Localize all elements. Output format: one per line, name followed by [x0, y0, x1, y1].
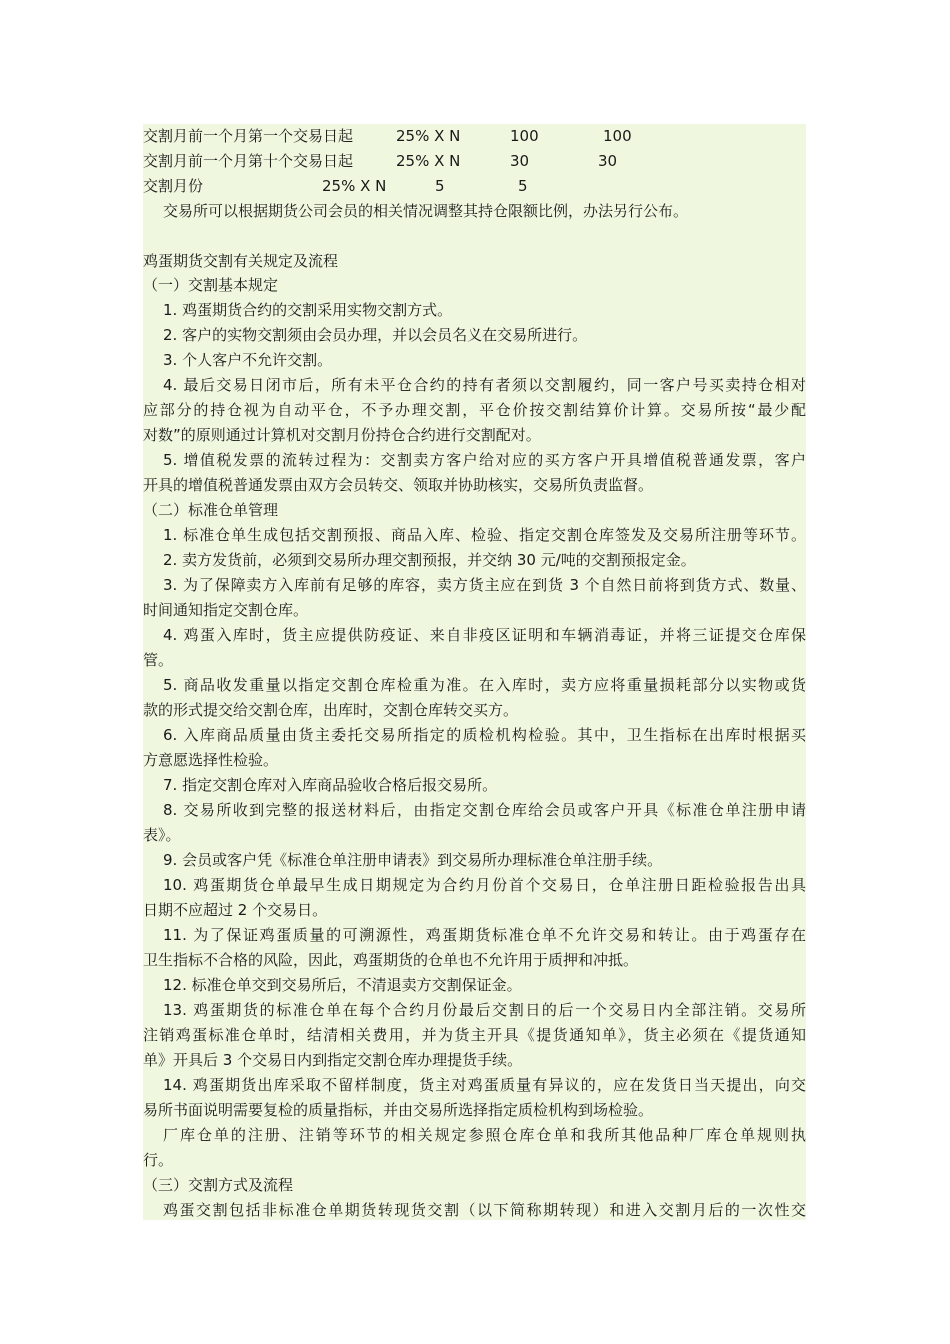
- row-value: 30: [598, 152, 618, 170]
- row-value: 100: [603, 127, 632, 145]
- section-heading: 鸡蛋期货交割有关规定及流程: [143, 252, 339, 270]
- row-value: 100: [510, 127, 539, 145]
- paragraph-continuation: 行。: [143, 1151, 174, 1169]
- list-item: 3. 个人客户不允许交割。: [163, 351, 333, 369]
- list-item: 1. 鸡蛋期货合约的交割采用实物交割方式。: [163, 301, 453, 319]
- list-item: 2. 卖方发货前，必须到交易所办理交割预报，并交纳 30 元/吨的交割预报定金。: [163, 551, 696, 569]
- list-item-continuation: 卫生指标不合格的风险，因此，鸡蛋期货的仓单也不允许用于质押和冲抵。: [143, 951, 639, 969]
- list-item: 1. 标准仓单生成包括交割预报、商品入库、检验、指定交割仓库签发及交易所注册等环节。: [163, 526, 806, 544]
- list-item-continuation: 日期不应超过 2 个交易日。: [143, 901, 328, 919]
- row-label: 交割月前一个月第一个交易日起: [143, 127, 354, 145]
- list-item-continuation: 款的形式提交给交割仓库，出库时，交割仓库转交买方。: [143, 701, 519, 719]
- list-item: 5. 增值税发票的流转过程为：交割卖方客户给对应的买方客户开具增值税普通发票，客户: [163, 451, 806, 469]
- document-content: [143, 124, 806, 1220]
- section-title: （一）交割基本规定: [143, 276, 279, 294]
- list-item-continuation: 注销鸡蛋标准仓单时，结清相关费用，并为货主开具《提货通知单》，货主必须在《提货通知: [143, 1026, 806, 1044]
- list-item-continuation: 表》。: [143, 826, 181, 844]
- row-value: 5: [518, 177, 528, 195]
- list-item: 2. 客户的实物交割须由会员办理，并以会员名义在交易所进行。: [163, 326, 588, 344]
- list-item: 6. 入库商品质量由货主委托交易所指定的质检机构检验。其中，卫生指标在出库时根据买: [163, 726, 806, 744]
- list-item-continuation: 管。: [143, 651, 174, 669]
- paragraph: 厂库仓单的注册、注销等环节的相关规定参照仓库仓单和我所其他品种厂库仓单规则执: [163, 1126, 806, 1144]
- list-item-continuation: 应部分的持仓视为自动平仓，不予办理交割，平仓价按交割结算价计算。交易所按“最少配: [143, 401, 806, 419]
- list-item: 9. 会员或客户凭《标准仓单注册申请表》到交易所办理标准仓单注册手续。: [163, 851, 663, 869]
- list-item: 7. 指定交割仓库对入库商品验收合格后报交易所。: [163, 776, 498, 794]
- list-item: 8. 交易所收到完整的报送材料后，由指定交割仓库给会员或客户开具《标准仓单注册申请: [163, 801, 806, 819]
- section-title: （二）标准仓单管理: [143, 501, 279, 519]
- list-item-continuation: 对数”的原则通过计算机对交割月份持仓合约进行交割配对。: [143, 426, 541, 444]
- list-item: 4. 鸡蛋入库时，货主应提供防疫证、来自非疫区证明和车辆消毒证，并将三证提交仓库保: [163, 626, 806, 644]
- list-item: 4. 最后交易日闭市后，所有未平仓合约的持有者须以交割履约，同一客户号买卖持仓相对: [163, 376, 806, 394]
- paragraph: 鸡蛋交割包括非标准仓单期货转现货交割（以下简称期转现）和进入交割月后的一次性交: [163, 1201, 806, 1219]
- row-value: 5: [435, 177, 445, 195]
- row-ratio: 25% X N: [396, 127, 461, 145]
- list-item-continuation: 方意愿选择性检验。: [143, 751, 279, 769]
- list-item: 12. 标准仓单交到交易所后，不清退卖方交割保证金。: [163, 976, 522, 994]
- row-ratio: 25% X N: [322, 177, 387, 195]
- row-value: 30: [510, 152, 530, 170]
- list-item-continuation: 易所书面说明需要复检的质量指标，并由交易所选择指定质检机构到场检验。: [143, 1101, 654, 1119]
- list-item-continuation: 单》开具后 3 个交易日内到指定交割仓库办理提货手续。: [143, 1051, 523, 1069]
- list-item: 14. 鸡蛋期货出库采取不留样制度，货主对鸡蛋质量有异议的，应在发货日当天提出，向交: [163, 1076, 806, 1094]
- note-paragraph: 交易所可以根据期货公司会员的相关情况调整其持仓限额比例，办法另行公布。: [163, 202, 689, 220]
- list-item: 13. 鸡蛋期货的标准仓单在每个合约月份最后交割日的后一个交易日内全部注销。交易所: [163, 1001, 806, 1019]
- row-label: 交割月份: [143, 177, 204, 195]
- section-title: （三）交割方式及流程: [143, 1176, 294, 1194]
- row-label: 交割月前一个月第十个交易日起: [143, 152, 354, 170]
- list-item: 5. 商品收发重量以指定交割仓库检重为准。在入库时，卖方应将重量损耗部分以实物或货: [163, 676, 806, 694]
- list-item: 11. 为了保证鸡蛋质量的可溯源性，鸡蛋期货标准仓单不允许交易和转让。由于鸡蛋存在: [163, 926, 806, 944]
- list-item: 3. 为了保障卖方入库前有足够的库容，卖方货主应在到货 3 个自然日前将到货方式、数量、: [163, 576, 806, 594]
- list-item-continuation: 开具的增值税普通发票由双方会员转交、领取并协助核实，交易所负责监督。: [143, 476, 654, 494]
- row-ratio: 25% X N: [396, 152, 461, 170]
- list-item-continuation: 时间通知指定交割仓库。: [143, 601, 309, 619]
- list-item: 10. 鸡蛋期货仓单最早生成日期规定为合约月份首个交易日，仓单注册日距检验报告出具: [163, 876, 806, 894]
